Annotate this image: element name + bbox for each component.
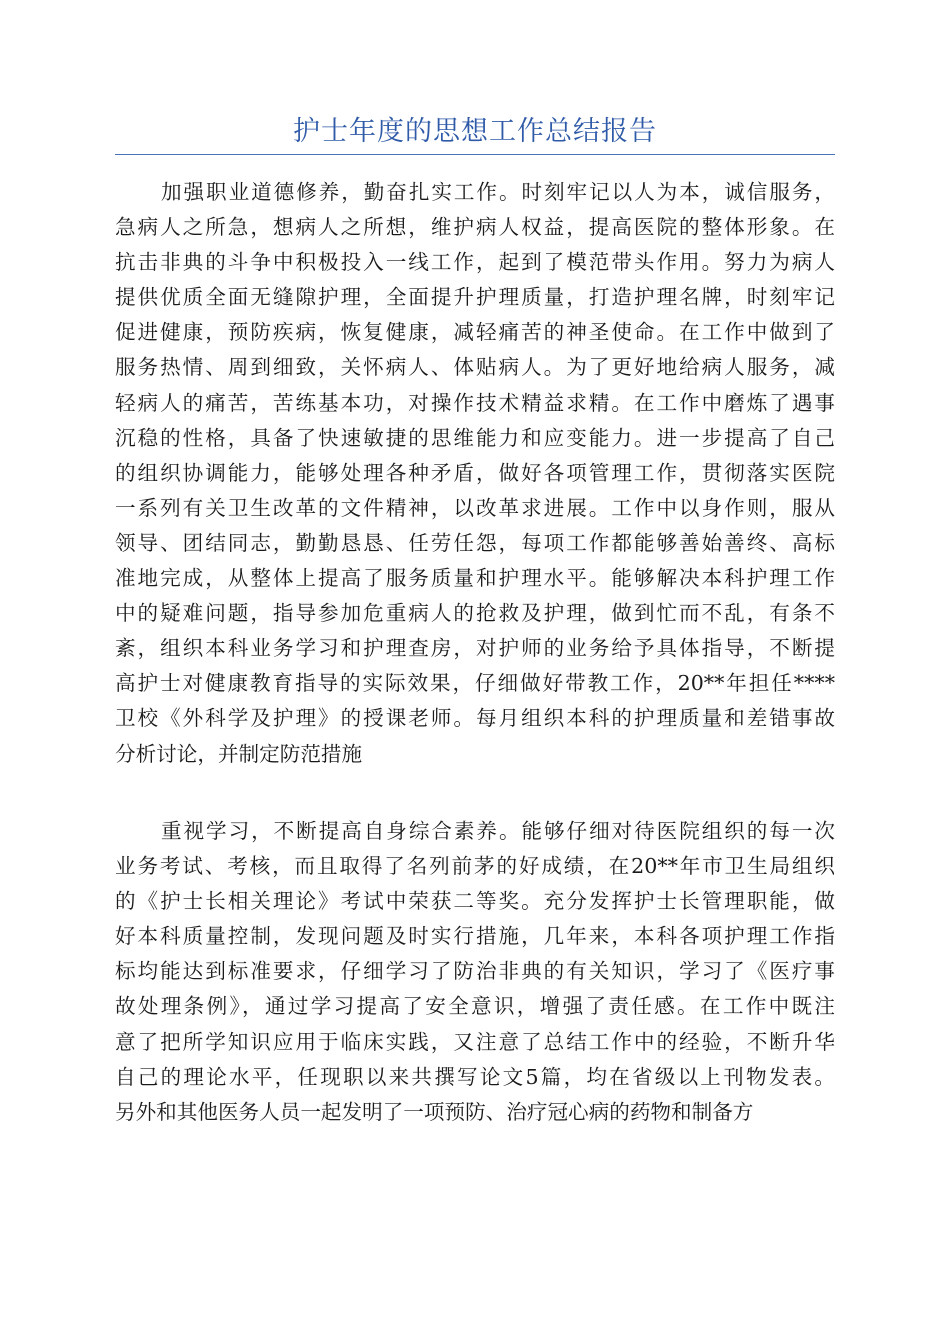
paragraph-1-line: 提供优质全面无缝隙护理，全面提升护理质量，打造护理名牌，时刻牢记 xyxy=(115,285,835,310)
paragraph-1-line: 紊，组织本科业务学习和护理查房，对护师的业务给予具体指导，不断提 xyxy=(115,636,835,661)
paragraph-1-line: 促进健康，预防疾病，恢复健康，减轻痛苦的神圣使命。在工作中做到了 xyxy=(115,320,835,345)
paragraph-2-line: 另外和其他医务人员一起发明了一项预防、治疗冠心病的药物和制备方 xyxy=(115,1099,754,1124)
paragraph-2-line: 意了把所学知识应用于临床实践，又注意了总结工作中的经验，不断升华 xyxy=(115,1029,835,1054)
paragraph-2-line: 重视学习，不断提高自身综合素养。能够仔细对待医院组织的每一次 xyxy=(161,819,835,843)
paragraph-1-line: 抗击非典的斗争中积极投入一线工作，起到了模范带头作用。努力为病人 xyxy=(115,250,835,275)
paragraph-1-line: 分析讨论，并制定防范措施 xyxy=(115,741,363,766)
paragraph-2-line: 标均能达到标准要求，仔细学习了防治非典的有关知识，学习了《医疗事 xyxy=(115,959,835,984)
paragraph-1-line: 急病人之所急，想病人之所想，维护病人权益，提高医院的整体形象。在 xyxy=(115,215,835,240)
paragraph-1-line: 领导、团结同志，勤勤恳恳、任劳任怨，每项工作都能够善始善终、高标 xyxy=(115,530,835,555)
paragraph-1-line: 沉稳的性格，具备了快速敏捷的思维能力和应变能力。进一步提高了自己 xyxy=(115,425,835,450)
paragraph-1-line: 一系列有关卫生改革的文件精神，以改革求进展。工作中以身作则，服从 xyxy=(115,495,835,520)
paragraph-1-line: 高护士对健康教育指导的实际效果，仔细做好带教工作，20**年担任**** xyxy=(115,671,835,696)
paragraph-1-line: 中的疑难问题，指导参加危重病人的抢救及护理，做到忙而不乱，有条不 xyxy=(115,601,835,626)
paragraph-1-line: 服务热情、周到细致，关怀病人、体贴病人。为了更好地给病人服务，减 xyxy=(115,355,835,380)
paragraph-2 xyxy=(115,814,835,1130)
document-title: 护士年度的思想工作总结报告 xyxy=(293,116,657,147)
paragraph-2-line: 的《护士长相关理论》考试中荣获二等奖。充分发挥护士长管理职能，做 xyxy=(115,889,835,914)
paragraph-1 xyxy=(115,175,835,772)
title-underline xyxy=(115,154,835,155)
paragraph-1-line: 准地完成，从整体上提高了服务质量和护理水平。能够解决本科护理工作 xyxy=(115,566,835,591)
paragraph-2-line: 故处理条例》，通过学习提高了安全意识，增强了责任感。在工作中既注 xyxy=(115,994,835,1019)
paragraph-1-line: 加强职业道德修养，勤奋扎实工作。时刻牢记以人为本，诚信服务， xyxy=(161,180,835,204)
paragraph-2-line: 好本科质量控制，发现问题及时实行措施，几年来，本科各项护理工作指 xyxy=(115,924,835,949)
paragraph-1-line: 轻病人的痛苦，苦练基本功，对操作技术精益求精。在工作中磨炼了遇事 xyxy=(115,390,835,415)
paragraph-2-line: 业务考试、考核，而且取得了名列前茅的好成绩，在20**年市卫生局组织 xyxy=(115,854,835,879)
paragraph-1-line: 卫校《外科学及护理》的授课老师。每月组织本科的护理质量和差错事故 xyxy=(115,706,835,731)
paragraph-1-line: 的组织协调能力，能够处理各种矛盾，做好各项管理工作，贯彻落实医院 xyxy=(115,460,835,485)
paragraph-2-line: 自己的理论水平，任现职以来共撰写论文5篇，均在省级以上刊物发表。 xyxy=(115,1064,835,1089)
